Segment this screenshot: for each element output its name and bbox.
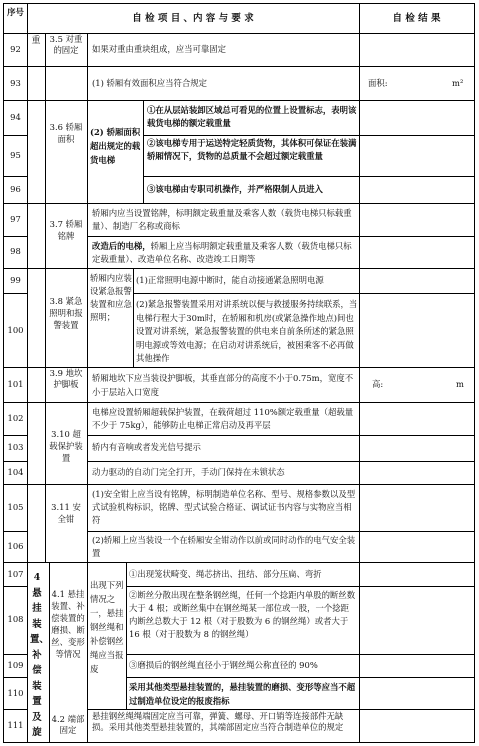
item-4-1-title: 4.1 悬挂装置、补偿装置的磨损、断丝、变形等情况 — [51, 589, 85, 659]
result-area-unit: m² — [452, 78, 464, 88]
row-num-94: 94 — [10, 112, 21, 122]
row-103-text: 轿内有音响或者发光信号提示 — [92, 442, 201, 452]
row-108-text: ②断丝分散出现在整条钢丝绳，任何一个捻距内单股的断丝数大于 4 根；或断丝集中在钢丝绳某一部位或一股，一个捻距内断丝总数大于 12 根（对于股数为 6 的钢丝绳）或者大于 16 根（对于股数为 8 的钢丝绳） — [129, 590, 356, 639]
row-num-107: 107 — [7, 569, 24, 579]
item-3-6-title: 3.6 轿厢面积 — [49, 122, 83, 144]
row-num-109: 109 — [7, 660, 24, 670]
item-3-7-title: 3.7 轿厢铭牌 — [49, 219, 83, 241]
row-104-text: 动力驱动的自动门完全打开，手动门保持在未锁状态 — [92, 467, 285, 477]
item-3-11-title: 3.11 安全钳 — [51, 502, 81, 524]
row-98-text — [92, 240, 356, 266]
header-seq: 序号 — [7, 7, 24, 17]
row-num-102: 102 — [7, 413, 24, 423]
inspection-table — [3, 3, 475, 743]
row-100-text: (2)紧急报警装置采用对讲系统以便与救援服务持续联系，当电梯行程大于30m时，在轿厢和机房(或紧急操作地点)间也设置对讲系统，紧急报警装置的供电来自前条所述的紧急照明电源或等效电源；在启动对讲系统后，被困乘客不必再做其他操作 — [136, 299, 358, 363]
row-num-95: 95 — [10, 150, 21, 160]
item-3-10-title: 3.10 超载保护装置 — [49, 429, 83, 463]
item-3-8-title: 3.8 紧急照明和报警装置 — [49, 296, 83, 330]
row-num-103: 103 — [7, 442, 24, 452]
row-num-110: 110 — [7, 688, 24, 698]
subgroup-3-6-2: (2) 轿厢面积超出规定的载货电梯 — [90, 127, 141, 165]
row-num-97: 97 — [10, 214, 21, 224]
row-110-text: 采用其他类型悬挂装置的，悬挂装置的磨损、变形等应当不超过制造单位设定的报废指标 — [129, 682, 356, 706]
result-height-unit: m — [456, 379, 464, 389]
section-4-label: 4 悬挂装置、补偿装置及旋 — [30, 572, 49, 738]
result-area-label: 面积: — [368, 78, 388, 88]
subgroup-4-1: 出现下列情况之一，悬挂钢丝绳和补偿钢丝绳应当报废 — [90, 580, 124, 674]
item-4-2-title: 4.2 端部固定 — [51, 714, 85, 735]
item-3-5-title: 3.5 对重的固定 — [49, 34, 83, 55]
subgroup-3-8: 轿厢内应装设紧急报警装置和应急照明； — [90, 273, 132, 322]
row-num-98: 98 — [10, 246, 21, 256]
row-num-108: 108 — [7, 614, 24, 624]
header-items: 自 检 项 目 、内 容 与 要 求 — [132, 13, 254, 24]
row-102-text: 电梯应设置轿厢超载保护装置，在载荷超过 110%额定载重量（超载量不少于 75kg），能够防止电梯正常启动及再平层 — [92, 407, 354, 430]
row-num-96: 96 — [10, 184, 21, 194]
row-111-text: 悬挂钢丝绳绳端固定应当可靠，弹簧、螺母、开口销等连接部件无缺损。采用其他类型悬挂装置的，其端部固定应当符合制造单位的规定 — [92, 711, 344, 732]
item-3-9-title: 3.9 地坎护脚板 — [49, 368, 83, 389]
row-num-93: 93 — [10, 78, 21, 88]
row-98-bold: 改造后的电梯， — [92, 241, 151, 251]
row-num-104: 104 — [7, 467, 24, 477]
row-num-100: 100 — [7, 325, 24, 335]
row-105-text: (1)安全钳上应当设有铭牌，标明制造单位名称、型号、规格参数以及型式试验机构标识，铭牌、型式试验合格证、调试证书内容与实物应当相符 — [92, 489, 356, 525]
row-94-text: ①在从层站装卸区域总可看见的位置上设置标志，表明该载货电梯的额定载重量 — [147, 105, 357, 128]
row-98-rest: 轿厢上应当标明额定载重量及乘客人数（载货电梯只标定载重量）、改造单位名称、改造竣工日期等 — [92, 241, 352, 264]
row-num-105: 105 — [7, 502, 24, 512]
row-num-99: 99 — [10, 275, 21, 285]
row-96-text: ③该电梯由专职司机操作，并严格限制人员进入 — [147, 184, 323, 194]
row-107-text: ①出现笼状畸变、绳芯挤出、扭结、部分压扁、弯折 — [129, 569, 322, 579]
row-num-111: 111 — [7, 720, 24, 730]
row-95-text: ②该电梯专用于运送特定轻质货物，其体积可保证在装满轿厢情况下，货物的总质量不会超过额定载重量 — [147, 138, 357, 161]
row-97-text: 轿厢内应当设置铭牌，标明额定载重量及乘客人数（载货电梯只标载重量）、制造厂名称或商标 — [92, 208, 352, 231]
row-num-101: 101 — [7, 379, 24, 389]
header-results: 自 检 结 果 — [392, 13, 441, 24]
row-num-92: 92 — [10, 44, 21, 54]
row-106-text: (2)轿厢上应当装设一个在轿厢安全钳动作以前或同时动作的电气安全装置 — [92, 535, 356, 558]
result-height-label: 高: — [372, 379, 384, 389]
row-99-text: (1)正常照明电源中断时，能自动接通紧急照明电源 — [136, 275, 324, 285]
row-101-text: 轿厢地坎下应当装设护脚板，其垂直部分的高度不小于0.75m，宽度不小于层站入口宽度 — [92, 373, 354, 397]
row-93-text: (1) 轿厢有效面积应当符合规定 — [92, 78, 208, 88]
row-92-text: 如果对重由重块组成，应当可靠固定 — [92, 44, 226, 54]
section-label-heavy: 重 — [31, 36, 41, 46]
row-109-text: ③磨损后的钢丝绳直径小于钢丝绳公称直径的 90% — [129, 660, 318, 670]
row-num-106: 106 — [7, 541, 24, 551]
